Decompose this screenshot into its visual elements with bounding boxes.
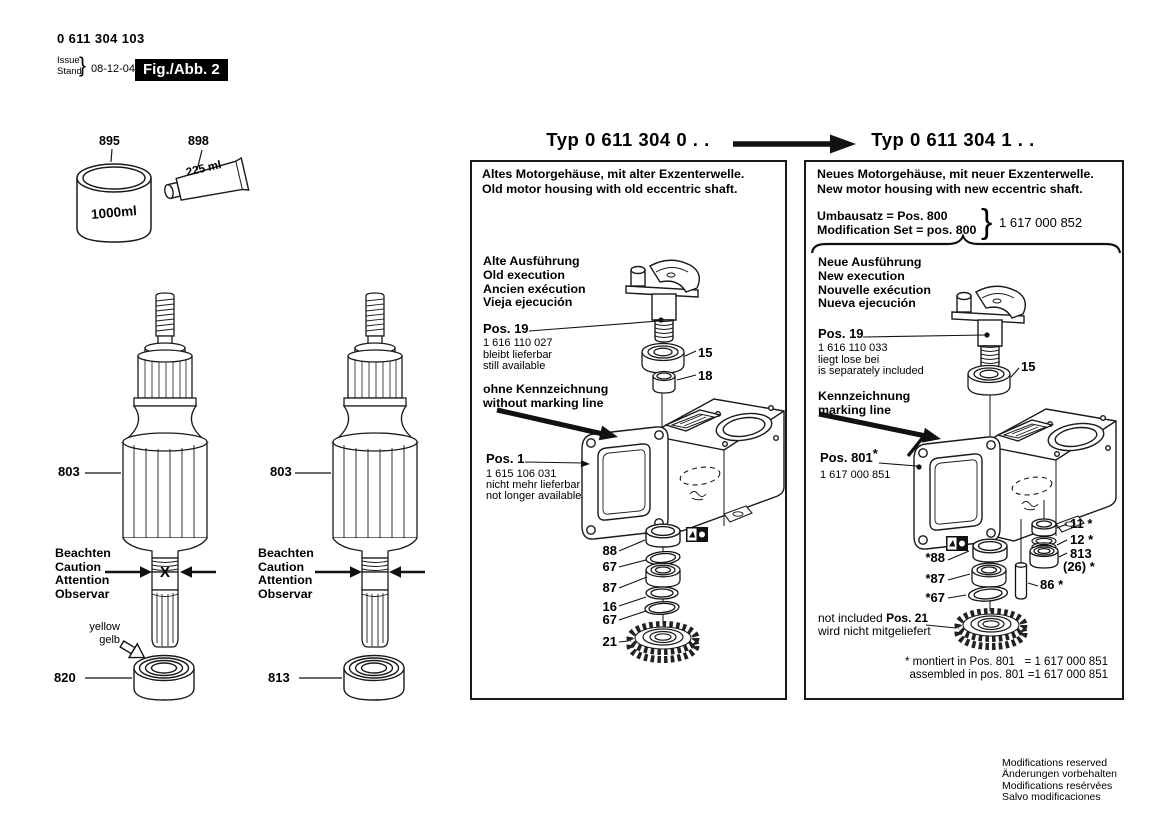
not-included-pos: Pos. 21 [886, 611, 929, 625]
old-type-panel [470, 160, 787, 700]
modifications-notice [1002, 758, 1117, 804]
old-pos19-label: Pos. 19 [483, 321, 529, 336]
callout-87-new: *87 [925, 571, 945, 586]
not-included-line2: wird nicht mitgeliefert [818, 624, 931, 638]
footnote-de: * montiert in Pos. 801 [904, 656, 1015, 668]
new-pos19-note-en: is separately included [818, 365, 924, 377]
execution-line: Vieja ejecución [483, 295, 573, 310]
yellow-line-en: yellow [89, 621, 120, 633]
caution-line: Caution [258, 559, 305, 574]
marking-line-en: without marking line [483, 396, 604, 410]
issue-brace: } [79, 54, 87, 77]
old-title-de: Altes Motorgehäuse, mit alter Exzenterwelle. [482, 167, 745, 181]
caution-block-old [55, 547, 111, 601]
callout-88-old: 88 [602, 543, 617, 558]
old-pos1-note-de: nicht mehr lieferbar [486, 479, 581, 491]
new-title-en: New motor housing with new eccentric shaft. [817, 181, 1083, 196]
type-new-heading: Typ 0 611 304 1 . . [871, 129, 1035, 150]
bearing-820-callout: 820 [54, 670, 76, 685]
umbausatz-de: Umbausatz = Pos. 800 [817, 209, 948, 223]
tube-volume-label: 225 ml [184, 159, 223, 179]
notice-line: Modifications reserved [1002, 757, 1108, 769]
grease-tub-drawing [77, 149, 151, 242]
execution-line: New execution [818, 268, 905, 283]
execution-line: Alte Ausführung [483, 254, 580, 268]
callout-67-new: *67 [925, 590, 945, 605]
umbausatz-en: Modification Set = pos. 800 [817, 223, 977, 237]
caution-line: Observar [258, 586, 313, 601]
bearing-813-drawing [299, 656, 404, 701]
callout-15-new: 15 [1021, 359, 1036, 374]
new-pos801-label [820, 446, 878, 466]
callout-18-old: 18 [698, 368, 713, 383]
old-pos1-label: Pos. 1 [486, 451, 525, 466]
pos801-star: * [872, 446, 878, 461]
modification-set-part: 1 617 000 852 [999, 215, 1083, 230]
old-title-en: Old motor housing with old eccentric shaft. [482, 181, 738, 196]
new-pos19-part: 1 616 110 033 [818, 342, 888, 354]
callout-12-new: 12 * [1070, 532, 1094, 547]
footnote-row-en [893, 669, 1108, 682]
document-part-number: 0 611 304 103 [57, 31, 145, 46]
modification-set-block [817, 209, 976, 237]
callout-26-new: (26) * [1063, 559, 1095, 574]
execution-line: Ancien exécution [483, 281, 586, 296]
old-pos19-note-de: bleibt lieferbar [483, 349, 553, 361]
footnote-de-value: = 1 617 000 851 [1024, 656, 1108, 668]
tub-volume-label: 1000ml [90, 203, 138, 222]
callout-15-old: 15 [698, 345, 713, 360]
callout-67b-old: 67 [602, 612, 617, 627]
armature-old-callout: 803 [58, 464, 80, 479]
yellow-label [75, 621, 120, 646]
grease-tube-drawing [161, 150, 248, 209]
pos801-text: Pos. 801 [820, 450, 873, 465]
new-panel-title [817, 167, 1094, 196]
caution-line: Observar [55, 586, 110, 601]
old-pos19-note-en: still available [483, 360, 546, 372]
armature-new-callout: 803 [270, 464, 292, 479]
caution-line: Attention [55, 573, 110, 588]
stand-label: Stand [57, 66, 82, 77]
new-pos19-note-de: liegt lose bei [818, 354, 880, 366]
callout-11-new: 11 * [1070, 516, 1093, 531]
new-execution-block [818, 256, 931, 311]
execution-line: Nueva ejecución [818, 296, 916, 311]
execution-line: Old execution [483, 267, 565, 282]
notice-line: Änderungen vorbehalten [1002, 768, 1118, 781]
notice-line: Modifications resérvées [1002, 779, 1113, 792]
callout-21-old: 21 [602, 634, 617, 649]
tub-callout: 895 [99, 134, 120, 148]
marking-line-de: ohne Kennzeichnung [483, 382, 609, 396]
callout-86-new: 86 * [1040, 577, 1064, 592]
old-panel-title [482, 167, 744, 196]
old-pos1-note-en: not longer available [486, 490, 582, 502]
caution-line: Beachten [258, 546, 314, 560]
callout-88-new: *88 [925, 550, 945, 565]
footnote-en: assembled in pos. 801 [909, 669, 1025, 681]
issue-label: Issue [57, 55, 80, 66]
caution-line: Beachten [55, 546, 111, 560]
callout-67a-old: 67 [602, 559, 617, 574]
tube-callout: 898 [188, 134, 209, 148]
old-execution-block [483, 255, 586, 310]
callout-813-new: 813 [1070, 546, 1092, 561]
callout-87-old: 87 [602, 580, 617, 595]
new-marking-block [818, 389, 910, 417]
old-pos19-part: 1 616 110 027 [483, 337, 553, 349]
shaft-x-mark: X [160, 564, 171, 581]
marking-line-de: Kennzeichnung [818, 389, 911, 403]
old-pos1-part: 1 615 106 031 [486, 468, 557, 480]
type-old-heading: Typ 0 611 304 0 . . [546, 129, 710, 150]
notice-line: Salvo modificaciones [1002, 791, 1101, 804]
execution-line: Nouvelle exécution [818, 282, 931, 297]
bearing-820-drawing [85, 656, 194, 701]
caution-block-new [258, 547, 314, 601]
figure-label-box: Fig./Abb. 2 [135, 59, 228, 81]
marking-line-en: marking line [818, 403, 891, 417]
new-title-de: Neues Motorgehäuse, mit neuer Exzenterwelle. [817, 167, 1094, 181]
not-included-en: not included [818, 611, 887, 625]
footnote-row-de [893, 656, 1108, 669]
footnote-en-value: =1 617 000 851 [1027, 669, 1108, 681]
caution-line: Attention [258, 573, 313, 588]
old-marking-block [483, 382, 608, 410]
execution-line: Neue Ausführung [818, 255, 922, 269]
yellow-line-de: gelb [99, 633, 120, 646]
issue-date: 08-12-04 [91, 63, 136, 75]
new-pos19-label: Pos. 19 [818, 326, 864, 341]
new-pos801-part: 1 617 000 851 [820, 469, 891, 481]
caution-line: Caution [55, 559, 102, 574]
umbausatz-brace: } [981, 203, 993, 241]
callout-16-old: 16 [602, 599, 617, 614]
bearing-813-callout: 813 [268, 670, 290, 685]
